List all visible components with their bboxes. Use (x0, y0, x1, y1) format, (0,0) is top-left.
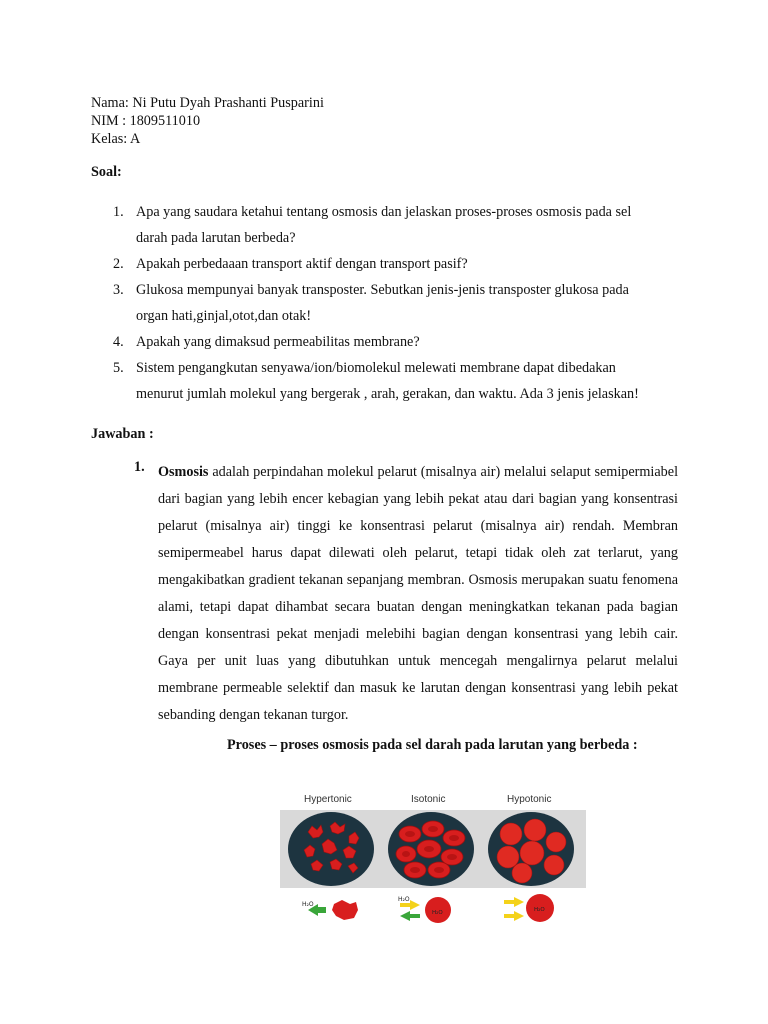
question-text-line: Glukosa mempunyai banyak transposter. Sebutkan jenis-jenis transposter glukosa pada (136, 282, 629, 298)
question-text-line: organ hati,ginjal,otot,dan otak! (136, 308, 312, 324)
question-text-line: menurut jumlah molekul yang bergerak , arah, gerakan, dan waktu. Ada 3 jenis jelaskan! (136, 386, 639, 402)
proses-heading: Proses – proses osmosis pada sel darah pada larutan yang berbeda : (227, 737, 638, 753)
student-class: Kelas: A (91, 131, 141, 147)
question-text-line: Apakah yang dimaksud permeabilitas membrane? (136, 334, 420, 350)
answer-paragraph (158, 459, 678, 729)
soal-heading: Soal: (91, 164, 122, 180)
isotonic-dish-icon (386, 810, 476, 888)
question-text-line: Apa yang saudara ketahui tentang osmosis dan jelaskan proses-proses osmosis pada sel (136, 204, 632, 220)
hypertonic-cell-icon (286, 892, 376, 924)
question-number: 5. (113, 360, 124, 376)
question-text-line: Sistem pengangkutan senyawa/ion/biomolekul melewati membrane dapat dibedakan (136, 360, 616, 376)
water-label: H₂O (398, 896, 410, 903)
hypertonic-dish-icon (286, 810, 376, 888)
osmosis-figure (280, 788, 586, 926)
answer-text: adalah perpindahan molekul pelarut (misalnya air) melalui selaput semipermiabel dari bagian yang lebih encer kebagian yang lebih pekat atau dari bagian yang konsentrasi pelarut (misalnya air) tinggi ke konsentrasi pelarut (misalnya air) rendah. Membran semipermeabel harus dapat dilewati oleh pelarut, tetapi tidak oleh zat terlarut, yang mengakibatkan gradient tekanan sepanjang membran. Osmosis merupakan suatu fenomena alami, tetapi dapat dihambat secara buatan dengan meningkatkan tekanan pada bagian dengan konsentrasi pekat menjadi melebihi bagian dengan konsentrasi yang lebih cair. Gaya per unit luas yang dibutuhkan untuk mencegah mengalirnya pelarut melalui membrane permeable selektif dan masuk ke larutan dengan konsentrasi yang lebih pekat sebanding dengan tekanan turgor. (158, 464, 679, 723)
hypotonic-dish-icon (486, 810, 576, 888)
answer-number: 1. (134, 459, 145, 475)
question-number: 3. (113, 282, 124, 298)
student-nim: NIM : 1809511010 (91, 113, 201, 129)
water-label: H₂O (302, 901, 314, 908)
question-number: 1. (113, 204, 124, 220)
isotonic-label: Isotonic (411, 794, 446, 805)
hypertonic-label: Hypertonic (304, 794, 352, 805)
question-item (91, 277, 691, 329)
question-number: 2. (113, 256, 124, 272)
answer-term: Osmosis (158, 464, 209, 480)
jawaban-heading: Jawaban : (91, 426, 154, 442)
isotonic-cell-icon (386, 892, 476, 924)
hypotonic-cell-icon (486, 892, 576, 924)
question-text-line: darah pada larutan berbeda? (136, 230, 296, 246)
question-item (91, 251, 691, 277)
question-list (91, 199, 691, 407)
question-number: 4. (113, 334, 124, 350)
question-text-line: Apakah perbedaaan transport aktif dengan transport pasif? (136, 256, 468, 272)
water-label: H₂O (432, 910, 443, 916)
hypotonic-label: Hypotonic (507, 794, 552, 805)
answer-1 (134, 459, 678, 729)
water-label: H₂O (534, 907, 545, 913)
student-identity (91, 94, 324, 148)
question-item (91, 329, 691, 355)
student-name: Nama: Ni Putu Dyah Prashanti Pusparini (91, 95, 324, 111)
question-item (91, 199, 691, 251)
question-item (91, 355, 691, 407)
